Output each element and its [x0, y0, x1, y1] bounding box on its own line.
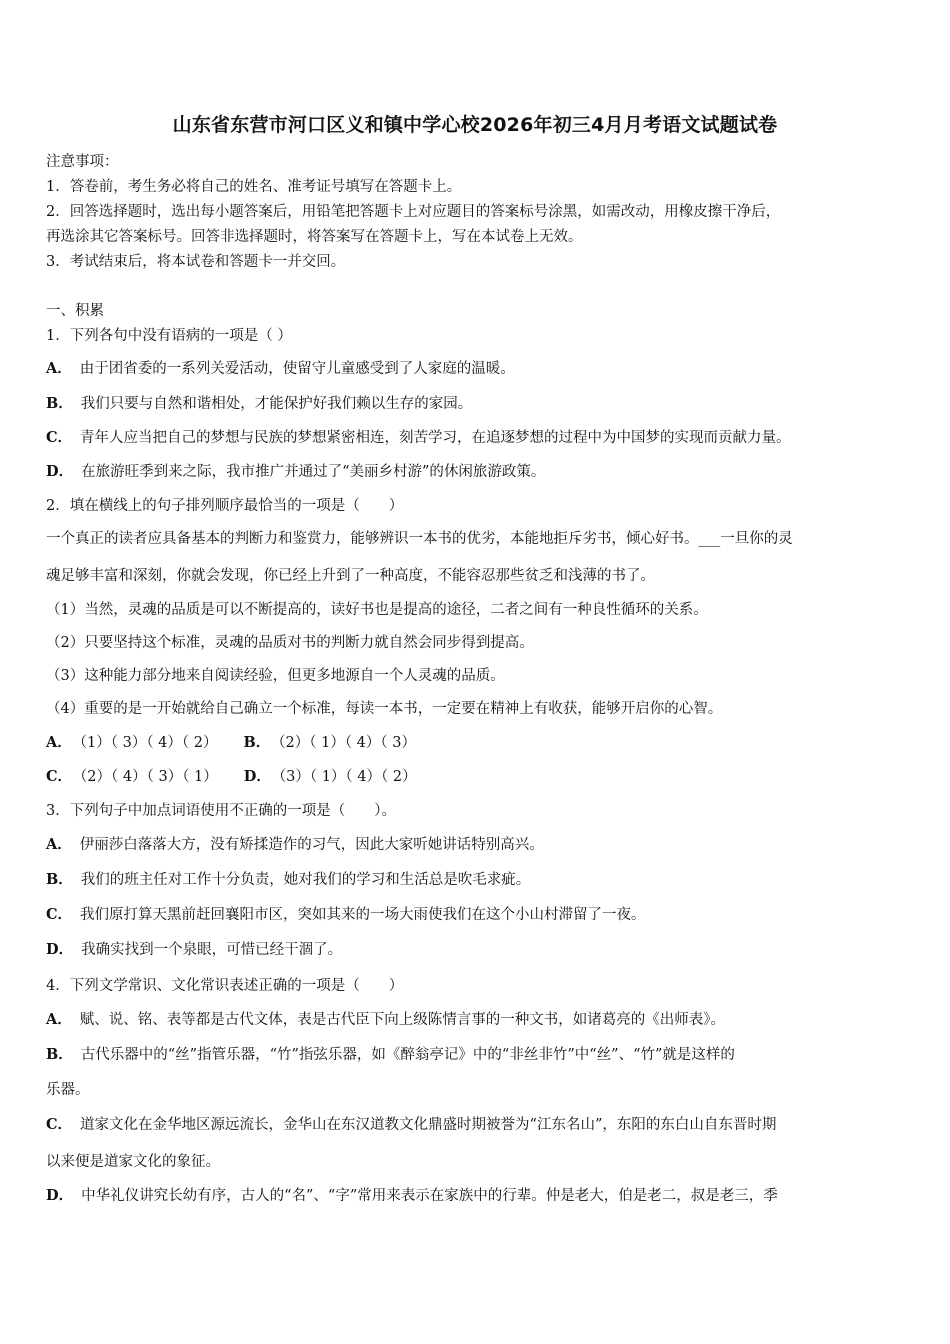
option-letter: B．: [46, 395, 73, 412]
option-letter: B．: [243, 734, 271, 751]
option-text: 古代乐器中的“丝”指管乐器，“竹”指弦乐器，如《醉翁亭记》中的“非丝非竹”中“丝”、“竹”就是这样的: [80, 1047, 735, 1063]
option-text: 中华礼仪讲究长幼有序，古人的“名”、“字”常用来表示在家族中的行辈。仲是老大，伯是老二，叔是老三，季: [81, 1188, 778, 1204]
option-letter: D．: [46, 463, 74, 480]
option-text: 我们原打算天黑前赶回襄阳市区，突如其来的一场大雨使我们在这个小山村滞留了一夜。: [80, 907, 646, 923]
option-letter: A．: [46, 1011, 72, 1028]
question-4-option-c: [46, 1115, 776, 1135]
question-4-option-d: [46, 1186, 778, 1206]
question-4-option-c-cont: 以来便是道家文化的象征。: [46, 1154, 220, 1170]
notice-item: 1．答卷前，考生务必将自己的姓名、准考证号填写在答题卡上。: [46, 179, 462, 195]
option-text: （2）（ 1）（ 4）（ 3）: [278, 735, 416, 751]
option-text: 由于团省委的一系列关爱活动，使留守儿童感受到了人家庭的温暖。: [79, 361, 515, 377]
question-2-stem: 2．填在横线上的句子排列顺序最恰当的一项是（ ）: [46, 498, 404, 514]
option-text: （2）（ 4）（ 3）（ 1）: [80, 769, 218, 785]
question-2-sentence: （4）重要的是一开始就给自己确立一个标准，每读一本书，一定要在精神上有收获，能够开启你的心智。: [46, 701, 723, 717]
exam-title: 山东省东营市河口区义和镇中学心校2026年初三4月月考语文试题试卷: [172, 114, 778, 136]
option-text: 我确实找到一个泉眼，可惜已经干涸了。: [81, 942, 343, 958]
question-3-option-a: [46, 835, 544, 855]
notice-item: 2．回答选择题时，选出每小题答案后，用铅笔把答题卡上对应题目的答案标号涂黑，如需改动，用橡皮擦干净后，: [46, 204, 781, 220]
option-letter: C．: [46, 906, 73, 923]
notice-heading: 注意事项：: [46, 154, 119, 170]
question-1-option-d: [46, 462, 545, 482]
question-1-option-c: [46, 428, 791, 448]
option-text: 道家文化在金华地区源远流长，金华山在东汉道教文化鼎盛时期被誉为“江东名山”，东阳的东白山自东晋时期: [80, 1117, 777, 1133]
question-2-options-cd: [46, 767, 417, 787]
question-4-stem: 4．下列文学常识、文化常识表述正确的一项是（ ）: [46, 978, 404, 994]
option-letter: B．: [46, 1046, 73, 1063]
notice-item: 3．考试结束后，将本试卷和答题卡一并交回。: [46, 254, 346, 270]
option-text: 在旅游旺季到来之际，我市推广并通过了“美丽乡村游”的休闲旅游政策。: [81, 464, 546, 480]
option-letter: A．: [46, 734, 72, 751]
option-text: （3）（ 1）（ 4）（ 2）: [278, 769, 417, 785]
question-3-option-c: [46, 905, 646, 925]
option-letter: C．: [46, 1116, 73, 1133]
question-2-options-ab: [46, 733, 416, 753]
question-3-option-d: [46, 940, 342, 960]
question-4-option-a: [46, 1010, 725, 1030]
question-1-option-b: [46, 394, 472, 414]
option-text: 我们只要与自然和谐相处，才能保护好我们赖以生存的家园。: [80, 396, 473, 412]
option-letter: D．: [46, 1187, 74, 1204]
question-4-option-b-cont: 乐器。: [46, 1082, 90, 1098]
option-letter: B．: [46, 871, 73, 888]
question-1-option-a: [46, 359, 515, 379]
question-4-option-b: [46, 1045, 735, 1065]
question-2-sentence: （2）只要坚持这个标准，灵魂的品质对书的判断力就自然会同步得到提高。: [46, 635, 534, 651]
question-3-stem: 3．下列句子中加点词语使用不正确的一项是（ ）。: [46, 803, 396, 819]
question-3-option-b: [46, 870, 530, 890]
option-letter: C．: [46, 768, 73, 785]
option-text: （1）（ 3）（ 4）（ 2）: [79, 735, 218, 751]
notice-item: 再选涂其它答案标号。回答非选择题时，将答案写在答题卡上，写在本试卷上无效。: [46, 229, 583, 245]
option-text: 青年人应当把自己的梦想与民族的梦想紧密相连，刻苦学习，在追逐梦想的过程中为中国梦的实现而贡献力量。: [80, 430, 791, 446]
option-letter: D．: [46, 941, 74, 958]
question-2-passage: 魂足够丰富和深刻，你就会发现，你已经上升到了一种高度，不能容忍那些贫乏和浅薄的书了。: [46, 568, 655, 584]
question-2-passage: 一个真正的读者应具备基本的判断力和鉴赏力，能够辨识一本书的优劣，本能地拒斥劣书，倾心好书。___一旦你的灵: [46, 531, 793, 547]
option-text: 伊丽莎白落落大方，没有矫揉造作的习气，因此大家听她讲话特别高兴。: [79, 837, 544, 853]
option-letter: A．: [46, 360, 72, 377]
question-2-sentence: （1）当然，灵魂的品质是可以不断提高的，读好书也是提高的途径，二者之间有一种良性循环的关系。: [46, 602, 708, 618]
question-2-sentence: （3）这种能力部分地来自阅读经验，但更多地源自一个人灵魂的品质。: [46, 668, 505, 684]
option-letter: C．: [46, 429, 73, 446]
option-text: 赋、说、铭、表等都是古代文体，表是古代臣下向上级陈情言事的一种文书，如诸葛亮的《出师表》。: [79, 1012, 726, 1028]
option-letter: D．: [243, 768, 271, 785]
question-1-stem: 1．下列各句中没有语病的一项是（ ）: [46, 328, 292, 344]
option-text: 我们的班主任对工作十分负责，她对我们的学习和生活总是吹毛求疵。: [80, 872, 531, 888]
option-letter: A．: [46, 836, 72, 853]
section-heading: 一、积累: [46, 303, 104, 319]
